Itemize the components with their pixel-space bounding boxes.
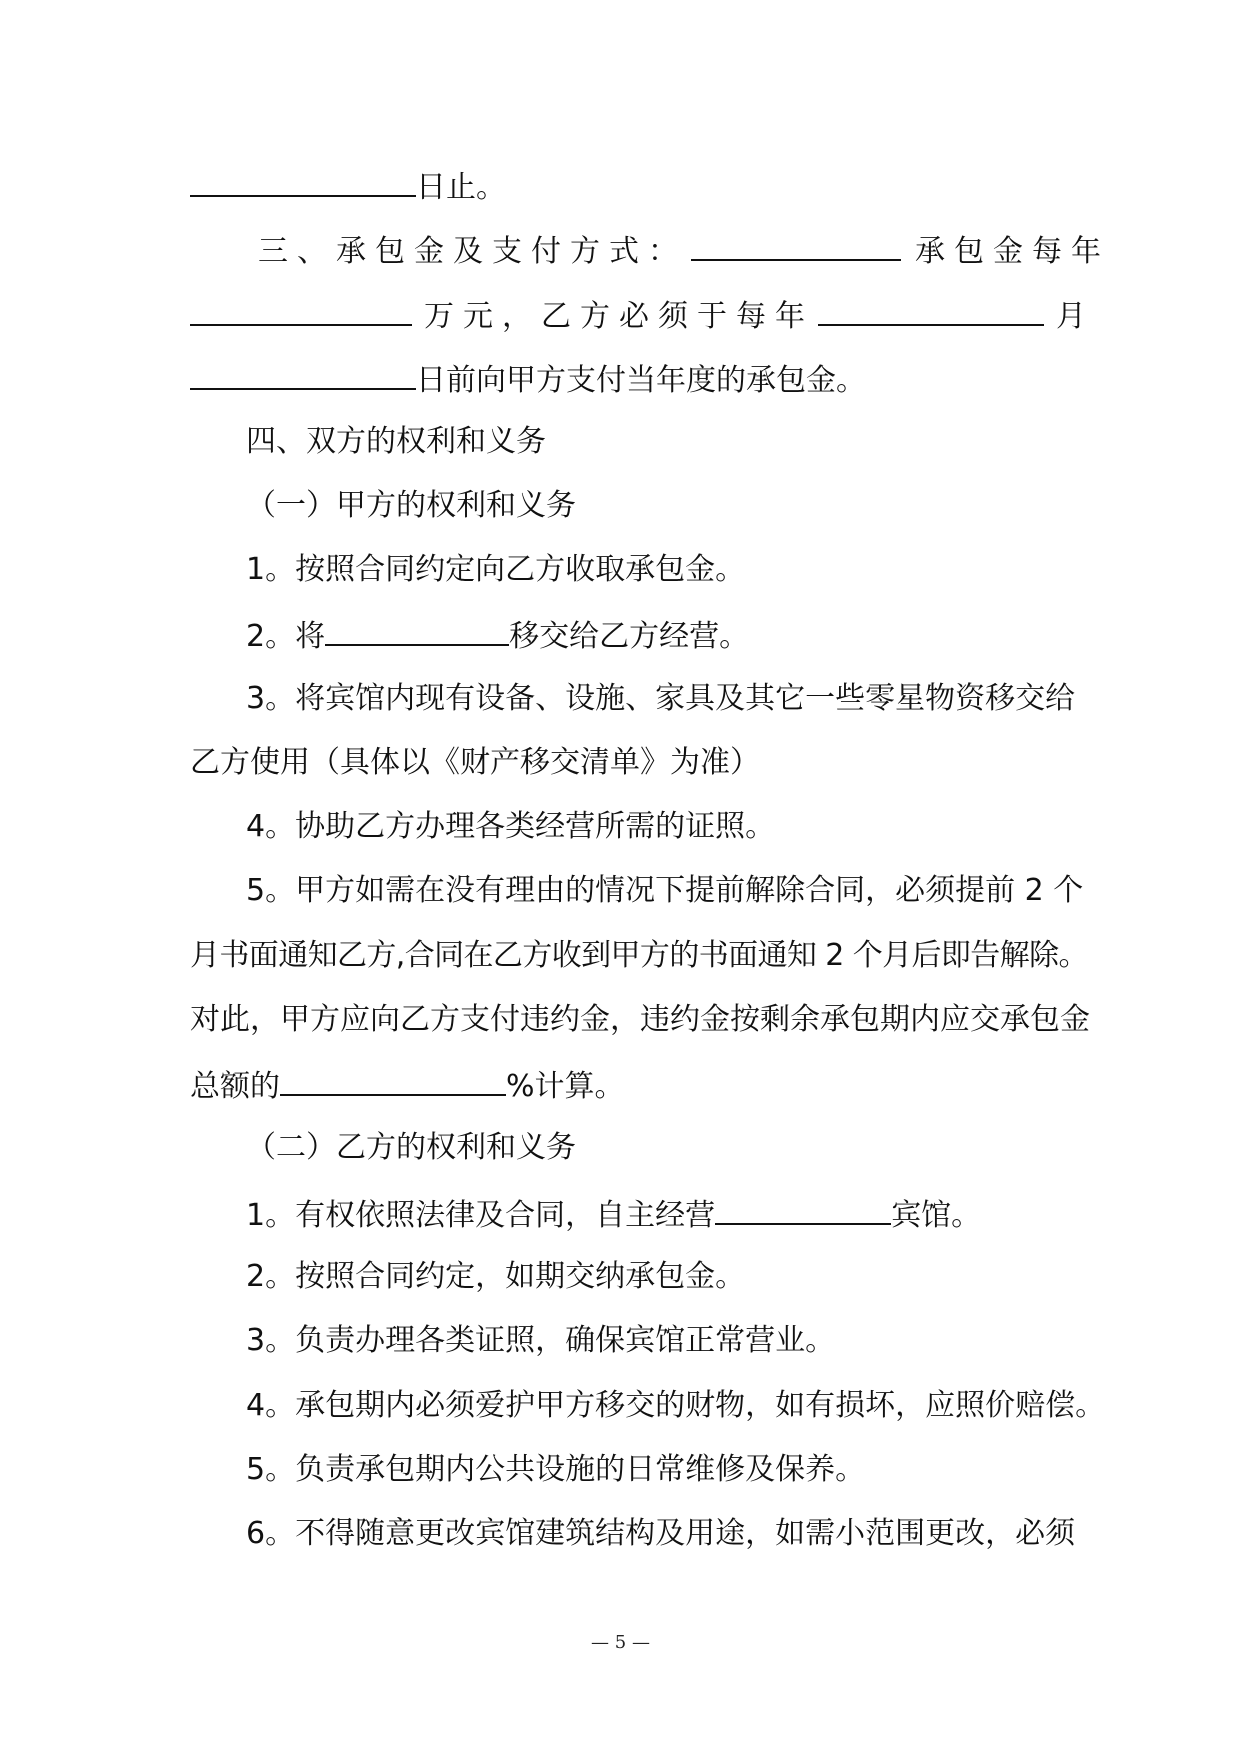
list-item: 6。不得随意更改宾馆建筑结构及用途，如需小范围更改，必须 <box>246 1516 1076 1551</box>
blank-field <box>818 294 1044 326</box>
text: 月 <box>1056 299 1086 334</box>
list-item <box>246 1193 1116 1236</box>
list-item: 5。负责承包期内公共设施的日常维修及保养。 <box>246 1452 866 1487</box>
text: 承包金每年 <box>915 234 1110 269</box>
text: 万元，乙方必须于每年 <box>424 299 814 334</box>
paragraph-line <box>190 294 1086 337</box>
subsection-heading: （一）甲方的权利和义务 <box>246 488 576 523</box>
list-item: 3。将宾馆内现有设备、设施、家具及其它一些零星物资移交给 <box>246 681 1076 716</box>
list-item-continuation: 对此，甲方应向乙方支付违约金，违约金按剩余承包期内应交承包金 <box>190 1002 1090 1037</box>
text: 日止。 <box>416 170 506 205</box>
list-item-continuation: 乙方使用（具体以《财产移交清单》为准） <box>190 745 760 780</box>
blank-field <box>691 229 901 261</box>
blank-field <box>190 165 416 197</box>
text: 日前向甲方支付当年度的承包金。 <box>416 363 866 398</box>
text: 1。有权依照法律及合同，自主经营 <box>246 1198 716 1233</box>
paragraph-line <box>190 165 1060 208</box>
list-item-continuation <box>190 1064 1060 1107</box>
list-item <box>246 614 1116 657</box>
text: 三、承包金及支付方式： <box>258 234 687 269</box>
text: 总额的 <box>190 1069 280 1104</box>
blank-field <box>190 294 412 326</box>
list-item: 1。按照合同约定向乙方收取承包金。 <box>246 552 746 587</box>
paragraph-line <box>190 358 1060 401</box>
subsection-heading: （二）乙方的权利和义务 <box>246 1130 576 1165</box>
list-item: 4。协助乙方办理各类经营所需的证照。 <box>246 809 776 844</box>
text: 2。将 <box>246 619 326 654</box>
text: 宾馆。 <box>891 1198 982 1233</box>
blank-field <box>715 1193 891 1225</box>
list-item: 5。甲方如需在没有理由的情况下提前解除合同，必须提前 2 个 <box>246 873 1084 908</box>
list-item: 3。负责办理各类证照，确保宾馆正常营业。 <box>246 1323 836 1358</box>
list-item: 4。承包期内必须爱护甲方移交的财物，如有损坏，应照价赔偿。 <box>246 1388 1106 1423</box>
paragraph-line <box>258 229 1128 272</box>
blank-field <box>280 1064 506 1096</box>
text: 移交给乙方经营。 <box>509 619 750 654</box>
blank-field <box>190 358 416 390</box>
section-heading: 四、双方的权利和义务 <box>246 424 546 459</box>
page-number: — 5 — <box>591 1632 650 1653</box>
list-item-continuation: 月书面通知乙方,合同在乙方收到甲方的书面通知 2 个月后即告解除。 <box>190 938 1088 973</box>
blank-field <box>325 614 509 646</box>
text: %计算。 <box>506 1069 625 1104</box>
list-item: 2。按照合同约定，如期交纳承包金。 <box>246 1259 746 1294</box>
